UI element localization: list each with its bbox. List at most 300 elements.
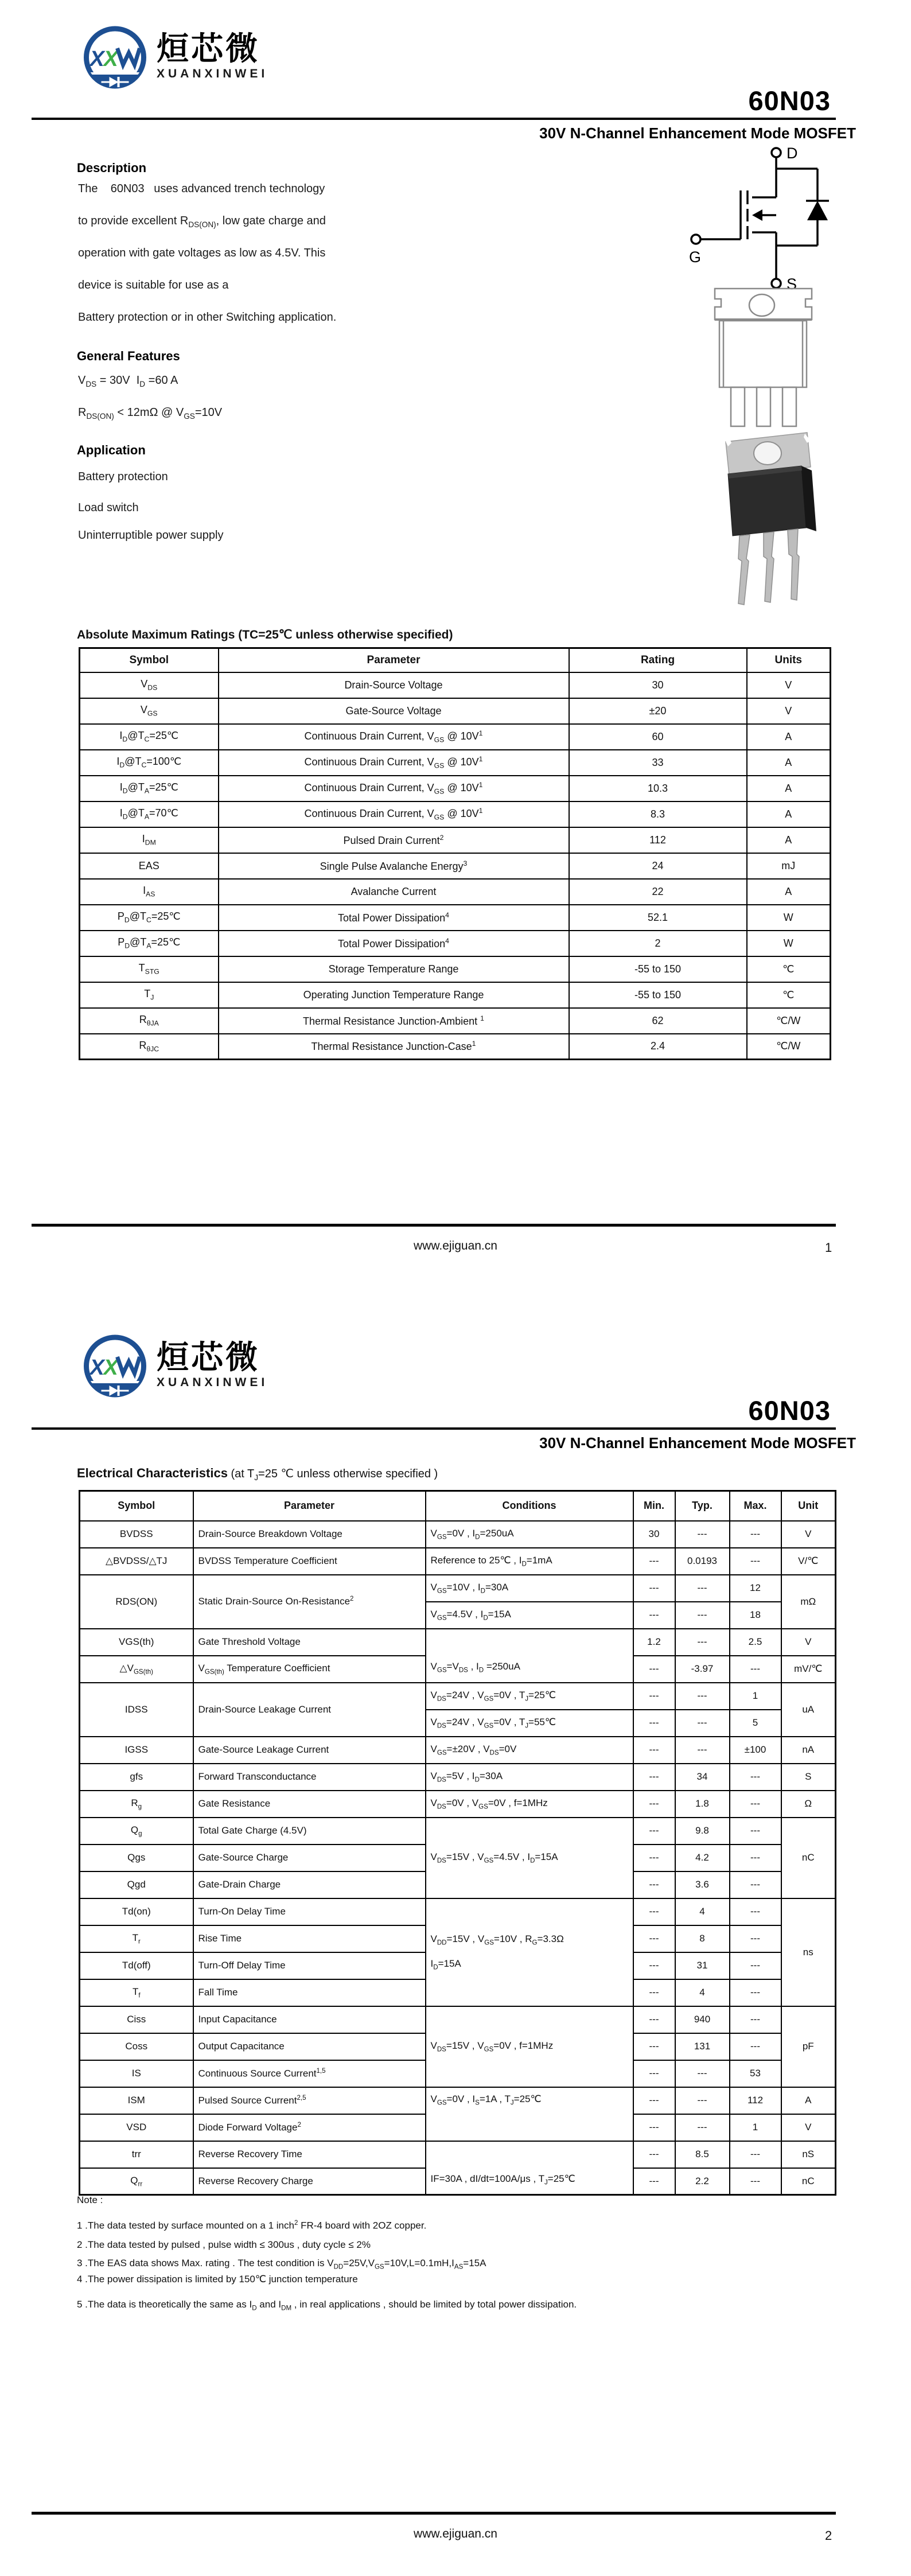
table-cell: $V_{DS}=5V$ , $I_D=30A$ bbox=[426, 1764, 633, 1791]
table-cell: --- bbox=[633, 2168, 675, 2195]
table-cell: $V_{DS}=15V$ , $V_{GS}=0V$ , f=1MHz bbox=[426, 2006, 633, 2087]
table-cell: W bbox=[747, 931, 831, 956]
table-cell: 1 bbox=[730, 1683, 781, 1710]
table-cell: --- bbox=[730, 1548, 781, 1575]
table-cell: W bbox=[747, 905, 831, 931]
table-cell: trr bbox=[80, 2141, 193, 2168]
table-cell: V bbox=[781, 2114, 836, 2141]
note-line: 3 .The EAS data shows Max. rating . The test condition is $V_{DD}=25V,V_{GS}=10V,L=0.1mH,I_{AS}=15A$ bbox=[77, 2258, 486, 2271]
table-header-row bbox=[80, 648, 831, 672]
application-line: Uninterruptible power supply bbox=[78, 529, 224, 542]
table-cell: --- bbox=[730, 1818, 781, 1845]
table-cell: Total Gate Charge (4.5V) bbox=[193, 1818, 426, 1845]
table-cell: Storage Temperature Range bbox=[219, 956, 569, 982]
table-cell: --- bbox=[730, 2006, 781, 2033]
table-cell: Td(on) bbox=[80, 1898, 193, 1925]
column-header: Symbol bbox=[80, 1491, 193, 1521]
column-header: Parameter bbox=[193, 1491, 426, 1521]
section-heading-general-features: General Features bbox=[77, 349, 180, 363]
table-cell: --- bbox=[675, 2114, 730, 2141]
table-cell: Thermal Resistance Junction-Ambient $^1$ bbox=[219, 1008, 569, 1034]
application-line: Battery protection bbox=[78, 470, 168, 483]
table-cell: VSD bbox=[80, 2114, 193, 2141]
table-row bbox=[80, 982, 831, 1008]
table-cell: --- bbox=[675, 2087, 730, 2114]
table-cell: 4 bbox=[675, 1979, 730, 2006]
table-cell: 8.5 bbox=[675, 2141, 730, 2168]
table-cell: pF bbox=[781, 2006, 836, 2087]
table-cell: --- bbox=[730, 1656, 781, 1683]
mosfet-body-arrow bbox=[752, 209, 762, 221]
note-line: 4 .The power dissipation is limited by 150℃ junction temperature bbox=[77, 2274, 358, 2285]
table-cell: 4 bbox=[675, 1898, 730, 1925]
table-cell: $V_{GS}=V_{DS}$ , $I_D =250uA$ bbox=[426, 1629, 633, 1683]
table-cell: --- bbox=[633, 2006, 675, 2033]
table-cell: BVDSS Temperature Coefficient bbox=[193, 1548, 426, 1575]
table-cell: 2.4 bbox=[569, 1034, 747, 1060]
table-cell: A bbox=[747, 879, 831, 905]
table-cell: Continuous Source Current$^{1,5}$ bbox=[193, 2060, 426, 2087]
table-cell: IS bbox=[80, 2060, 193, 2087]
table-cell: $I_D@T_C=100℃$ bbox=[80, 750, 219, 776]
svg-text:X: X bbox=[89, 1356, 104, 1380]
table-row bbox=[80, 750, 831, 776]
table-row bbox=[80, 776, 831, 801]
logo-monogram-x1: X bbox=[89, 47, 104, 71]
table-cell: -55 to 150 bbox=[569, 956, 747, 982]
table-cell: $I_{AS}$ bbox=[80, 879, 219, 905]
table-cell: --- bbox=[633, 2087, 675, 2114]
table-cell: $V_{DS}=15V$ , $V_{GS}=4.5V$ , $I_D=15A$ bbox=[426, 1818, 633, 1898]
table-cell: --- bbox=[633, 1602, 675, 1629]
table-cell: Gate Resistance bbox=[193, 1791, 426, 1818]
column-header: Max. bbox=[730, 1491, 781, 1521]
table-cell: $T_f$ bbox=[80, 1979, 193, 2006]
table-cell: A bbox=[747, 750, 831, 776]
table-cell: Reverse Recovery Charge bbox=[193, 2168, 426, 2195]
table-cell: 24 bbox=[569, 853, 747, 879]
table-cell: BVDSS bbox=[80, 1521, 193, 1548]
table-cell: $T_{STG}$ bbox=[80, 956, 219, 982]
table-cell: --- bbox=[633, 1952, 675, 1979]
table-cell: Qgs bbox=[80, 1845, 193, 1871]
elec-table bbox=[79, 1490, 836, 2196]
column-header: Rating bbox=[569, 648, 747, 672]
table-cell: EAS bbox=[80, 853, 219, 879]
table-row bbox=[80, 672, 831, 698]
table-row bbox=[80, 2087, 836, 2114]
table-cell: mV/℃ bbox=[781, 1656, 836, 1683]
table-cell: Gate-Source Charge bbox=[193, 1845, 426, 1871]
table-row bbox=[80, 801, 831, 827]
table-cell: --- bbox=[675, 1575, 730, 1602]
table-cell: --- bbox=[633, 1575, 675, 1602]
table-cell: --- bbox=[633, 1737, 675, 1764]
table-cell: $P_D@T_A=25℃$ bbox=[80, 931, 219, 956]
table-cell: $R_{\theta JA}$ bbox=[80, 1008, 219, 1034]
column-header: Typ. bbox=[675, 1491, 730, 1521]
header-rule bbox=[32, 118, 836, 120]
table-cell: V bbox=[781, 1629, 836, 1656]
table-cell: --- bbox=[730, 1871, 781, 1898]
abs-max-heading: Absolute Maximum Ratings (TC=25℃ unless otherwise specified) bbox=[77, 628, 453, 641]
header-rule bbox=[32, 1427, 836, 1430]
table-cell: --- bbox=[633, 1979, 675, 2006]
table-cell: 30 bbox=[569, 672, 747, 698]
table-cell: V bbox=[747, 672, 831, 698]
table-cell: 2.2 bbox=[675, 2168, 730, 2195]
table-cell: --- bbox=[730, 1521, 781, 1548]
table-cell: Drain-Source Voltage bbox=[219, 672, 569, 698]
table-cell: V bbox=[747, 698, 831, 724]
table-row bbox=[80, 1764, 836, 1791]
page-number: 1 bbox=[825, 1240, 832, 1255]
table-cell: $I_D@T_C=25℃$ bbox=[80, 724, 219, 750]
table-cell: Fall Time bbox=[193, 1979, 426, 2006]
terminal-label-source: S bbox=[787, 275, 797, 293]
table-cell: -55 to 150 bbox=[569, 982, 747, 1008]
table-cell: --- bbox=[633, 2141, 675, 2168]
brand-logo bbox=[79, 1333, 268, 1400]
table-cell: ℃/W bbox=[747, 1008, 831, 1034]
note-line: 5 .The data is theoretically the same as $I_D$ and $I_{DM}$ , in real applications , should be limited by total power dissipation. bbox=[77, 2299, 577, 2312]
section-heading-description: Description bbox=[77, 161, 147, 175]
table-cell: Static Drain-Source On-Resistance$^2$ bbox=[193, 1575, 426, 1629]
table-cell: Single Pulse Avalanche Energy$^3$ bbox=[219, 853, 569, 879]
feature-line: $V_{DS} = 30V$ $I_D =60$ A bbox=[78, 374, 178, 388]
table-cell: Reverse Recovery Time bbox=[193, 2141, 426, 2168]
description-line: Battery protection or in other Switching application. bbox=[78, 311, 337, 324]
table-cell: A bbox=[747, 801, 831, 827]
svg-text:X: X bbox=[103, 1356, 118, 1380]
table-cell: 1.8 bbox=[675, 1791, 730, 1818]
table-cell: A bbox=[781, 2087, 836, 2114]
table-row bbox=[80, 879, 831, 905]
abs-max-table bbox=[79, 647, 831, 1060]
table-cell: Gate-Source Leakage Current bbox=[193, 1737, 426, 1764]
footer-rule bbox=[32, 1224, 836, 1227]
table-cell: --- bbox=[730, 2168, 781, 2195]
table-cell: 8 bbox=[675, 1925, 730, 1952]
table-cell: 31 bbox=[675, 1952, 730, 1979]
table-cell: 2 bbox=[569, 931, 747, 956]
table-cell: $V_{GS}=10V$ , $I_D=30A$ bbox=[426, 1575, 633, 1602]
table-cell: Thermal Resistance Junction-Case$^1$ bbox=[219, 1034, 569, 1060]
brand-name-cn: 烜芯微 bbox=[157, 1339, 260, 1375]
table-cell: $P_D@T_C=25℃$ bbox=[80, 905, 219, 931]
table-cell: ISM bbox=[80, 2087, 193, 2114]
table-cell: $V_{DD}=15V$ , $V_{GS}=10V$ , $R_G=3.3\Omega$ $I_D=15A$ bbox=[426, 1898, 633, 2006]
column-header: Unit bbox=[781, 1491, 836, 1521]
table-cell: Operating Junction Temperature Range bbox=[219, 982, 569, 1008]
brand-name-cn: 烜芯微 bbox=[157, 30, 260, 67]
brand-name-en: XUANXINWEI bbox=[157, 1375, 268, 1389]
table-cell: ±20 bbox=[569, 698, 747, 724]
table-cell: 8.3 bbox=[569, 801, 747, 827]
table-cell: 53 bbox=[730, 2060, 781, 2087]
section-heading-application: Application bbox=[77, 443, 146, 457]
table-cell: Gate-Drain Charge bbox=[193, 1871, 426, 1898]
table-cell: Continuous Drain Current, $V_{GS}$ @ $10V^1$ bbox=[219, 801, 569, 827]
table-cell: nS bbox=[781, 2141, 836, 2168]
table-cell: Continuous Drain Current, $V_{GS}$ @ $10V^1$ bbox=[219, 776, 569, 801]
table-cell: 60 bbox=[569, 724, 747, 750]
page-number: 2 bbox=[825, 2528, 832, 2543]
table-cell: 131 bbox=[675, 2033, 730, 2060]
table-cell: --- bbox=[730, 1791, 781, 1818]
table-cell: nC bbox=[781, 2168, 836, 2195]
table-cell: --- bbox=[675, 1710, 730, 1737]
table-cell: $Q_g$ bbox=[80, 1818, 193, 1845]
table-cell: RDS(ON) bbox=[80, 1575, 193, 1629]
table-cell: --- bbox=[633, 1764, 675, 1791]
body-diode-icon bbox=[807, 201, 828, 220]
table-row bbox=[80, 724, 831, 750]
elec-heading-rest: (at $T_J=25$ ℃ unless otherwise specified ) bbox=[227, 1468, 438, 1482]
table-cell: 22 bbox=[569, 879, 747, 905]
column-header: Units bbox=[747, 648, 831, 672]
table-row bbox=[80, 1791, 836, 1818]
table-cell: V/℃ bbox=[781, 1548, 836, 1575]
table-cell: A bbox=[747, 827, 831, 853]
table-cell: 940 bbox=[675, 2006, 730, 2033]
table-cell: $R_g$ bbox=[80, 1791, 193, 1818]
table-cell: Output Capacitance bbox=[193, 2033, 426, 2060]
footer-website: www.ejiguan.cn bbox=[414, 2527, 497, 2540]
package-outline-drawing bbox=[704, 284, 822, 433]
brand-logo-mark bbox=[79, 24, 151, 92]
table-cell: Ω bbox=[781, 1791, 836, 1818]
table-cell: --- bbox=[633, 2060, 675, 2087]
table-cell: IGSS bbox=[80, 1737, 193, 1764]
table-cell: gfs bbox=[80, 1764, 193, 1791]
table-cell: Avalanche Current bbox=[219, 879, 569, 905]
table-cell: Total Power Dissipation$^4$ bbox=[219, 905, 569, 931]
table-row bbox=[80, 827, 831, 853]
feature-line: $R_{DS(ON)} < 12m\Omega$ @ $V_{GS}=10V$ bbox=[78, 406, 223, 421]
table-cell: --- bbox=[633, 2033, 675, 2060]
table-cell: $T_J$ bbox=[80, 982, 219, 1008]
table-cell: --- bbox=[730, 2141, 781, 2168]
table-cell: Coss bbox=[80, 2033, 193, 2060]
table-cell: mJ bbox=[747, 853, 831, 879]
table-row bbox=[80, 698, 831, 724]
table-cell: 12 bbox=[730, 1575, 781, 1602]
table-row bbox=[80, 1521, 836, 1548]
table-cell: --- bbox=[633, 1710, 675, 1737]
table-cell: Forward Transconductance bbox=[193, 1764, 426, 1791]
elec-heading bbox=[77, 1466, 438, 1482]
table-cell: --- bbox=[633, 1548, 675, 1575]
table-cell: --- bbox=[633, 2114, 675, 2141]
table-cell: --- bbox=[633, 1818, 675, 1845]
table-cell: Continuous Drain Current, $V_{GS}$ @ $10V^1$ bbox=[219, 750, 569, 776]
table-row bbox=[80, 1008, 831, 1034]
table-cell: --- bbox=[675, 1737, 730, 1764]
notes-heading: Note : bbox=[77, 2194, 103, 2205]
part-number: 60N03 bbox=[748, 1395, 831, 1426]
table-row bbox=[80, 1737, 836, 1764]
column-header: Parameter bbox=[219, 648, 569, 672]
footer-website: www.ejiguan.cn bbox=[414, 1239, 497, 1252]
table-cell: Continuous Drain Current, $V_{GS}$ @ $10V^1$ bbox=[219, 724, 569, 750]
table-header-row bbox=[80, 1491, 836, 1521]
table-cell: ℃/W bbox=[747, 1034, 831, 1060]
table-cell: nC bbox=[781, 1818, 836, 1898]
column-header: Symbol bbox=[80, 648, 219, 672]
table-cell: VGS(th) bbox=[80, 1629, 193, 1656]
table-cell: --- bbox=[633, 1871, 675, 1898]
table-cell: $I_D@T_A=70℃$ bbox=[80, 801, 219, 827]
brand-logo-mark bbox=[79, 1333, 151, 1400]
table-cell: Total Power Dissipation$^4$ bbox=[219, 931, 569, 956]
elec-heading-bold: Electrical Characteristics bbox=[77, 1466, 228, 1480]
table-cell: 112 bbox=[730, 2087, 781, 2114]
table-cell: Diode Forward Voltage$^2$ bbox=[193, 2114, 426, 2141]
table-cell: 10.3 bbox=[569, 776, 747, 801]
description-line: operation with gate voltages as low as 4.5V. This bbox=[78, 247, 326, 259]
table-cell: $V_{GS}=\pm 20V$ , $V_{DS}=0V$ bbox=[426, 1737, 633, 1764]
table-cell: $V_{GS}=0V$ , $I_S=1A$ , $T_J=25℃$ bbox=[426, 2087, 633, 2141]
table-cell: 34 bbox=[675, 1764, 730, 1791]
table-cell: Turn-Off Delay Time bbox=[193, 1952, 426, 1979]
table-cell: --- bbox=[730, 1898, 781, 1925]
table-cell: Ciss bbox=[80, 2006, 193, 2033]
description-line: to provide excellent $R_{DS(ON)}$, low gate charge and bbox=[78, 215, 326, 229]
table-row bbox=[80, 905, 831, 931]
terminal-label-gate: G bbox=[689, 248, 702, 266]
table-cell: $I_D@T_A=25℃$ bbox=[80, 776, 219, 801]
table-row bbox=[80, 1683, 836, 1710]
table-row bbox=[80, 931, 831, 956]
table-cell: Input Capacitance bbox=[193, 2006, 426, 2033]
page-subtitle: 30V N-Channel Enhancement Mode MOSFET bbox=[539, 1434, 856, 1452]
table-cell: 112 bbox=[569, 827, 747, 853]
table-cell: nA bbox=[781, 1737, 836, 1764]
table-cell: S bbox=[781, 1764, 836, 1791]
table-cell: uA bbox=[781, 1683, 836, 1737]
table-cell: ℃ bbox=[747, 982, 831, 1008]
table-cell: $V_{GS(th)}$ Temperature Coefficient bbox=[193, 1656, 426, 1683]
table-cell: 33 bbox=[569, 750, 747, 776]
note-line: 1 .The data tested by surface mounted on a 1 inch$^2$ FR-4 board with 2OZ copper. bbox=[77, 2220, 427, 2231]
table-cell: IF=30A , dI/dt=100A/μs , $T_J=25℃$ bbox=[426, 2141, 633, 2195]
column-header: Min. bbox=[633, 1491, 675, 1521]
table-row bbox=[80, 1818, 836, 1845]
page-subtitle: 30V N-Channel Enhancement Mode MOSFET bbox=[539, 124, 856, 142]
table-cell: --- bbox=[675, 2060, 730, 2087]
table-cell: $V_{DS}=24V$ , $V_{GS}=0V$ , $T_J=55℃$ bbox=[426, 1710, 633, 1737]
description-line: device is suitable for use as a bbox=[78, 279, 229, 291]
table-cell: --- bbox=[675, 1521, 730, 1548]
table-cell: Qgd bbox=[80, 1871, 193, 1898]
table-cell: --- bbox=[675, 1602, 730, 1629]
table-cell: --- bbox=[675, 1629, 730, 1656]
table-row bbox=[80, 1575, 836, 1602]
table-cell: 2.5 bbox=[730, 1629, 781, 1656]
table-row bbox=[80, 2006, 836, 2033]
brand-logo bbox=[79, 24, 268, 92]
brand-name-en: XUANXINWEI bbox=[157, 67, 268, 80]
mosfet-symbol-diagram bbox=[680, 145, 863, 293]
table-cell: 0.0193 bbox=[675, 1548, 730, 1575]
table-cell: $V_{GS}$ bbox=[80, 698, 219, 724]
table-cell: $V_{DS}=24V$ , $V_{GS}=0V$ , $T_J=25℃$ bbox=[426, 1683, 633, 1710]
table-cell: --- bbox=[633, 1845, 675, 1871]
table-row bbox=[80, 1548, 836, 1575]
table-cell: ±100 bbox=[730, 1737, 781, 1764]
table-row bbox=[80, 1629, 836, 1656]
datasheet-page-2 bbox=[0, 1288, 911, 2576]
table-cell: IDSS bbox=[80, 1683, 193, 1737]
table-cell: 30 bbox=[633, 1521, 675, 1548]
table-cell: $T_r$ bbox=[80, 1925, 193, 1952]
table-cell: 9.8 bbox=[675, 1818, 730, 1845]
table-cell: --- bbox=[730, 1952, 781, 1979]
table-cell: 1 bbox=[730, 2114, 781, 2141]
table-cell: 62 bbox=[569, 1008, 747, 1034]
table-cell: $V_{GS}=0V$ , $I_D=250uA$ bbox=[426, 1521, 633, 1548]
note-line: 2 .The data tested by pulsed , pulse width ≤ 300us , duty cycle ≤ 2% bbox=[77, 2239, 371, 2250]
table-cell: 5 bbox=[730, 1710, 781, 1737]
part-number: 60N03 bbox=[748, 85, 831, 116]
table-cell: Reference to 25℃ , $I_D=1mA$ bbox=[426, 1548, 633, 1575]
table-cell: $V_{DS}=0V$ , $V_{GS}=0V$ , f=1MHz bbox=[426, 1791, 633, 1818]
table-row bbox=[80, 2141, 836, 2168]
table-cell: Td(off) bbox=[80, 1952, 193, 1979]
table-cell: --- bbox=[730, 1845, 781, 1871]
table-cell: △BVDSS/△TJ bbox=[80, 1548, 193, 1575]
table-cell: Pulsed Drain Current$^2$ bbox=[219, 827, 569, 853]
table-cell: Pulsed Source Current$^{2,5}$ bbox=[193, 2087, 426, 2114]
table-cell: --- bbox=[675, 1683, 730, 1710]
table-cell: A bbox=[747, 776, 831, 801]
table-cell: --- bbox=[730, 2033, 781, 2060]
table-cell: 4.2 bbox=[675, 1845, 730, 1871]
table-cell: Drain-Source Breakdown Voltage bbox=[193, 1521, 426, 1548]
table-cell: A bbox=[747, 724, 831, 750]
table-cell: $V_{GS}=4.5V$ , $I_D=15A$ bbox=[426, 1602, 633, 1629]
table-row bbox=[80, 853, 831, 879]
table-cell: -3.97 bbox=[675, 1656, 730, 1683]
description-line: The 60N03 uses advanced trench technology bbox=[78, 182, 325, 195]
table-cell: --- bbox=[730, 1979, 781, 2006]
table-cell: --- bbox=[633, 1683, 675, 1710]
table-cell: mΩ bbox=[781, 1575, 836, 1629]
table-cell: Rise Time bbox=[193, 1925, 426, 1952]
column-header: Conditions bbox=[426, 1491, 633, 1521]
table-cell: --- bbox=[730, 1764, 781, 1791]
table-cell: --- bbox=[633, 1656, 675, 1683]
table-row bbox=[80, 1898, 836, 1925]
table-cell: --- bbox=[633, 1791, 675, 1818]
table-cell: Gate-Source Voltage bbox=[219, 698, 569, 724]
table-cell: Turn-On Delay Time bbox=[193, 1898, 426, 1925]
terminal-label-drain: D bbox=[787, 145, 798, 162]
table-cell: --- bbox=[730, 1925, 781, 1952]
table-cell: 3.6 bbox=[675, 1871, 730, 1898]
table-cell: $I_{DM}$ bbox=[80, 827, 219, 853]
table-cell: $\triangle V_{GS(th)}$ bbox=[80, 1656, 193, 1683]
table-cell: Gate Threshold Voltage bbox=[193, 1629, 426, 1656]
table-cell: Drain-Source Leakage Current bbox=[193, 1683, 426, 1737]
table-row bbox=[80, 956, 831, 982]
table-cell: $Q_{rr}$ bbox=[80, 2168, 193, 2195]
table-cell: $R_{\theta JC}$ bbox=[80, 1034, 219, 1060]
table-cell: 52.1 bbox=[569, 905, 747, 931]
footer-rule bbox=[32, 2512, 836, 2515]
table-cell: V bbox=[781, 1521, 836, 1548]
